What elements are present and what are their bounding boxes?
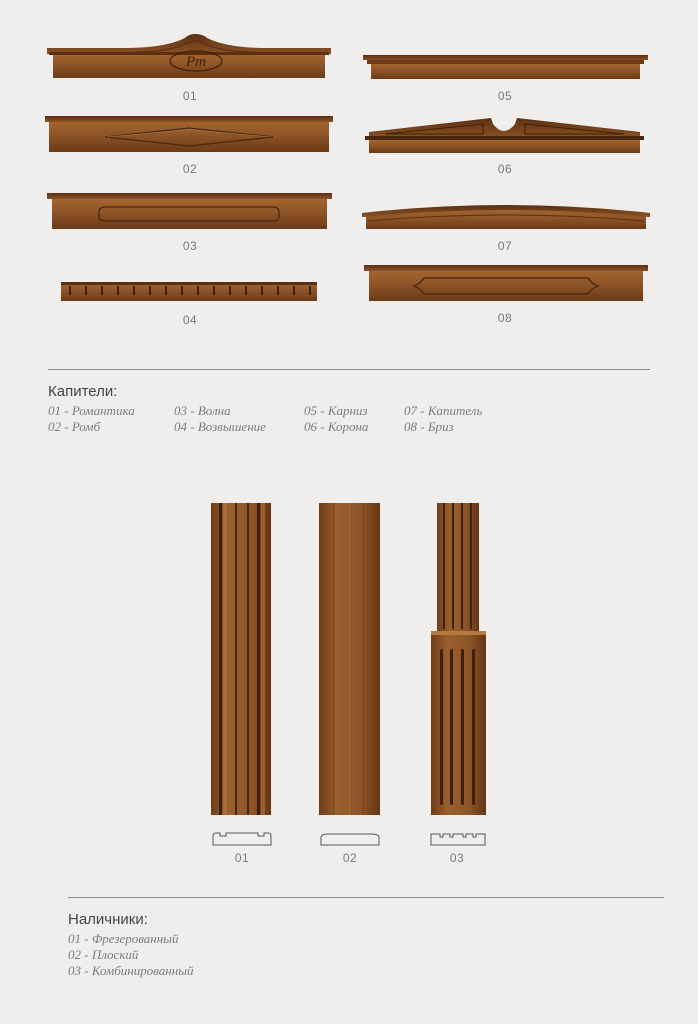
casing-legend-item-03: 03 - Комбинированный <box>68 963 194 978</box>
legend-item-02: 02 - Ромб <box>48 419 101 434</box>
logo-monogram: Pm <box>186 54 206 70</box>
divider-capitals <box>48 369 650 370</box>
casing-01-frezerovanny <box>211 503 271 815</box>
capital-number-07: 07 <box>497 239 513 253</box>
casings-heading: Наличники: <box>68 911 148 928</box>
casing-03-kombinirovanny <box>431 503 486 815</box>
capital-number-06: 06 <box>497 162 513 176</box>
divider-casings <box>68 897 664 898</box>
casing-number-03: 03 <box>449 851 465 865</box>
capital-03-volna <box>47 193 332 229</box>
legend-item-06: 06 - Корона <box>304 419 369 434</box>
legend-item-04: 04 - Возвышение <box>174 419 266 434</box>
capital-04-vozvyshenie <box>61 282 317 301</box>
capital-05-karniz <box>363 55 648 79</box>
capital-number-08: 08 <box>497 311 513 325</box>
legend-item-03: 03 - Волна <box>174 403 231 418</box>
casing-legend-item-02: 02 - Плоский <box>68 947 139 962</box>
casing-02-ploskiy <box>319 503 380 815</box>
legend-item-05: 05 - Карниз <box>304 403 368 418</box>
casing-01-profile-icon <box>212 830 272 846</box>
casing-legend-item-01: 01 - Фрезерованный <box>68 931 179 946</box>
casing-number-02: 02 <box>342 851 358 865</box>
capital-08-briz <box>364 265 648 301</box>
capital-02-romb <box>45 116 333 152</box>
capital-number-04: 04 <box>182 313 198 327</box>
capital-number-05: 05 <box>497 89 513 103</box>
capital-number-02: 02 <box>182 162 198 176</box>
legend-item-08: 08 - Бриз <box>404 419 454 434</box>
casing-number-01: 01 <box>234 851 250 865</box>
legend-item-07: 07 - Капитель <box>404 403 483 418</box>
casing-03-profile-icon <box>430 830 486 846</box>
legend-item-01: 01 - Романтика <box>48 403 135 418</box>
capital-06-korona <box>363 116 646 153</box>
capital-number-03: 03 <box>182 239 198 253</box>
casing-02-profile-icon <box>320 830 380 846</box>
capitals-heading: Капители: <box>48 383 118 400</box>
capital-number-01: 01 <box>182 89 198 103</box>
capital-01-romantika <box>45 32 333 80</box>
capital-07-kapitel <box>362 199 650 229</box>
